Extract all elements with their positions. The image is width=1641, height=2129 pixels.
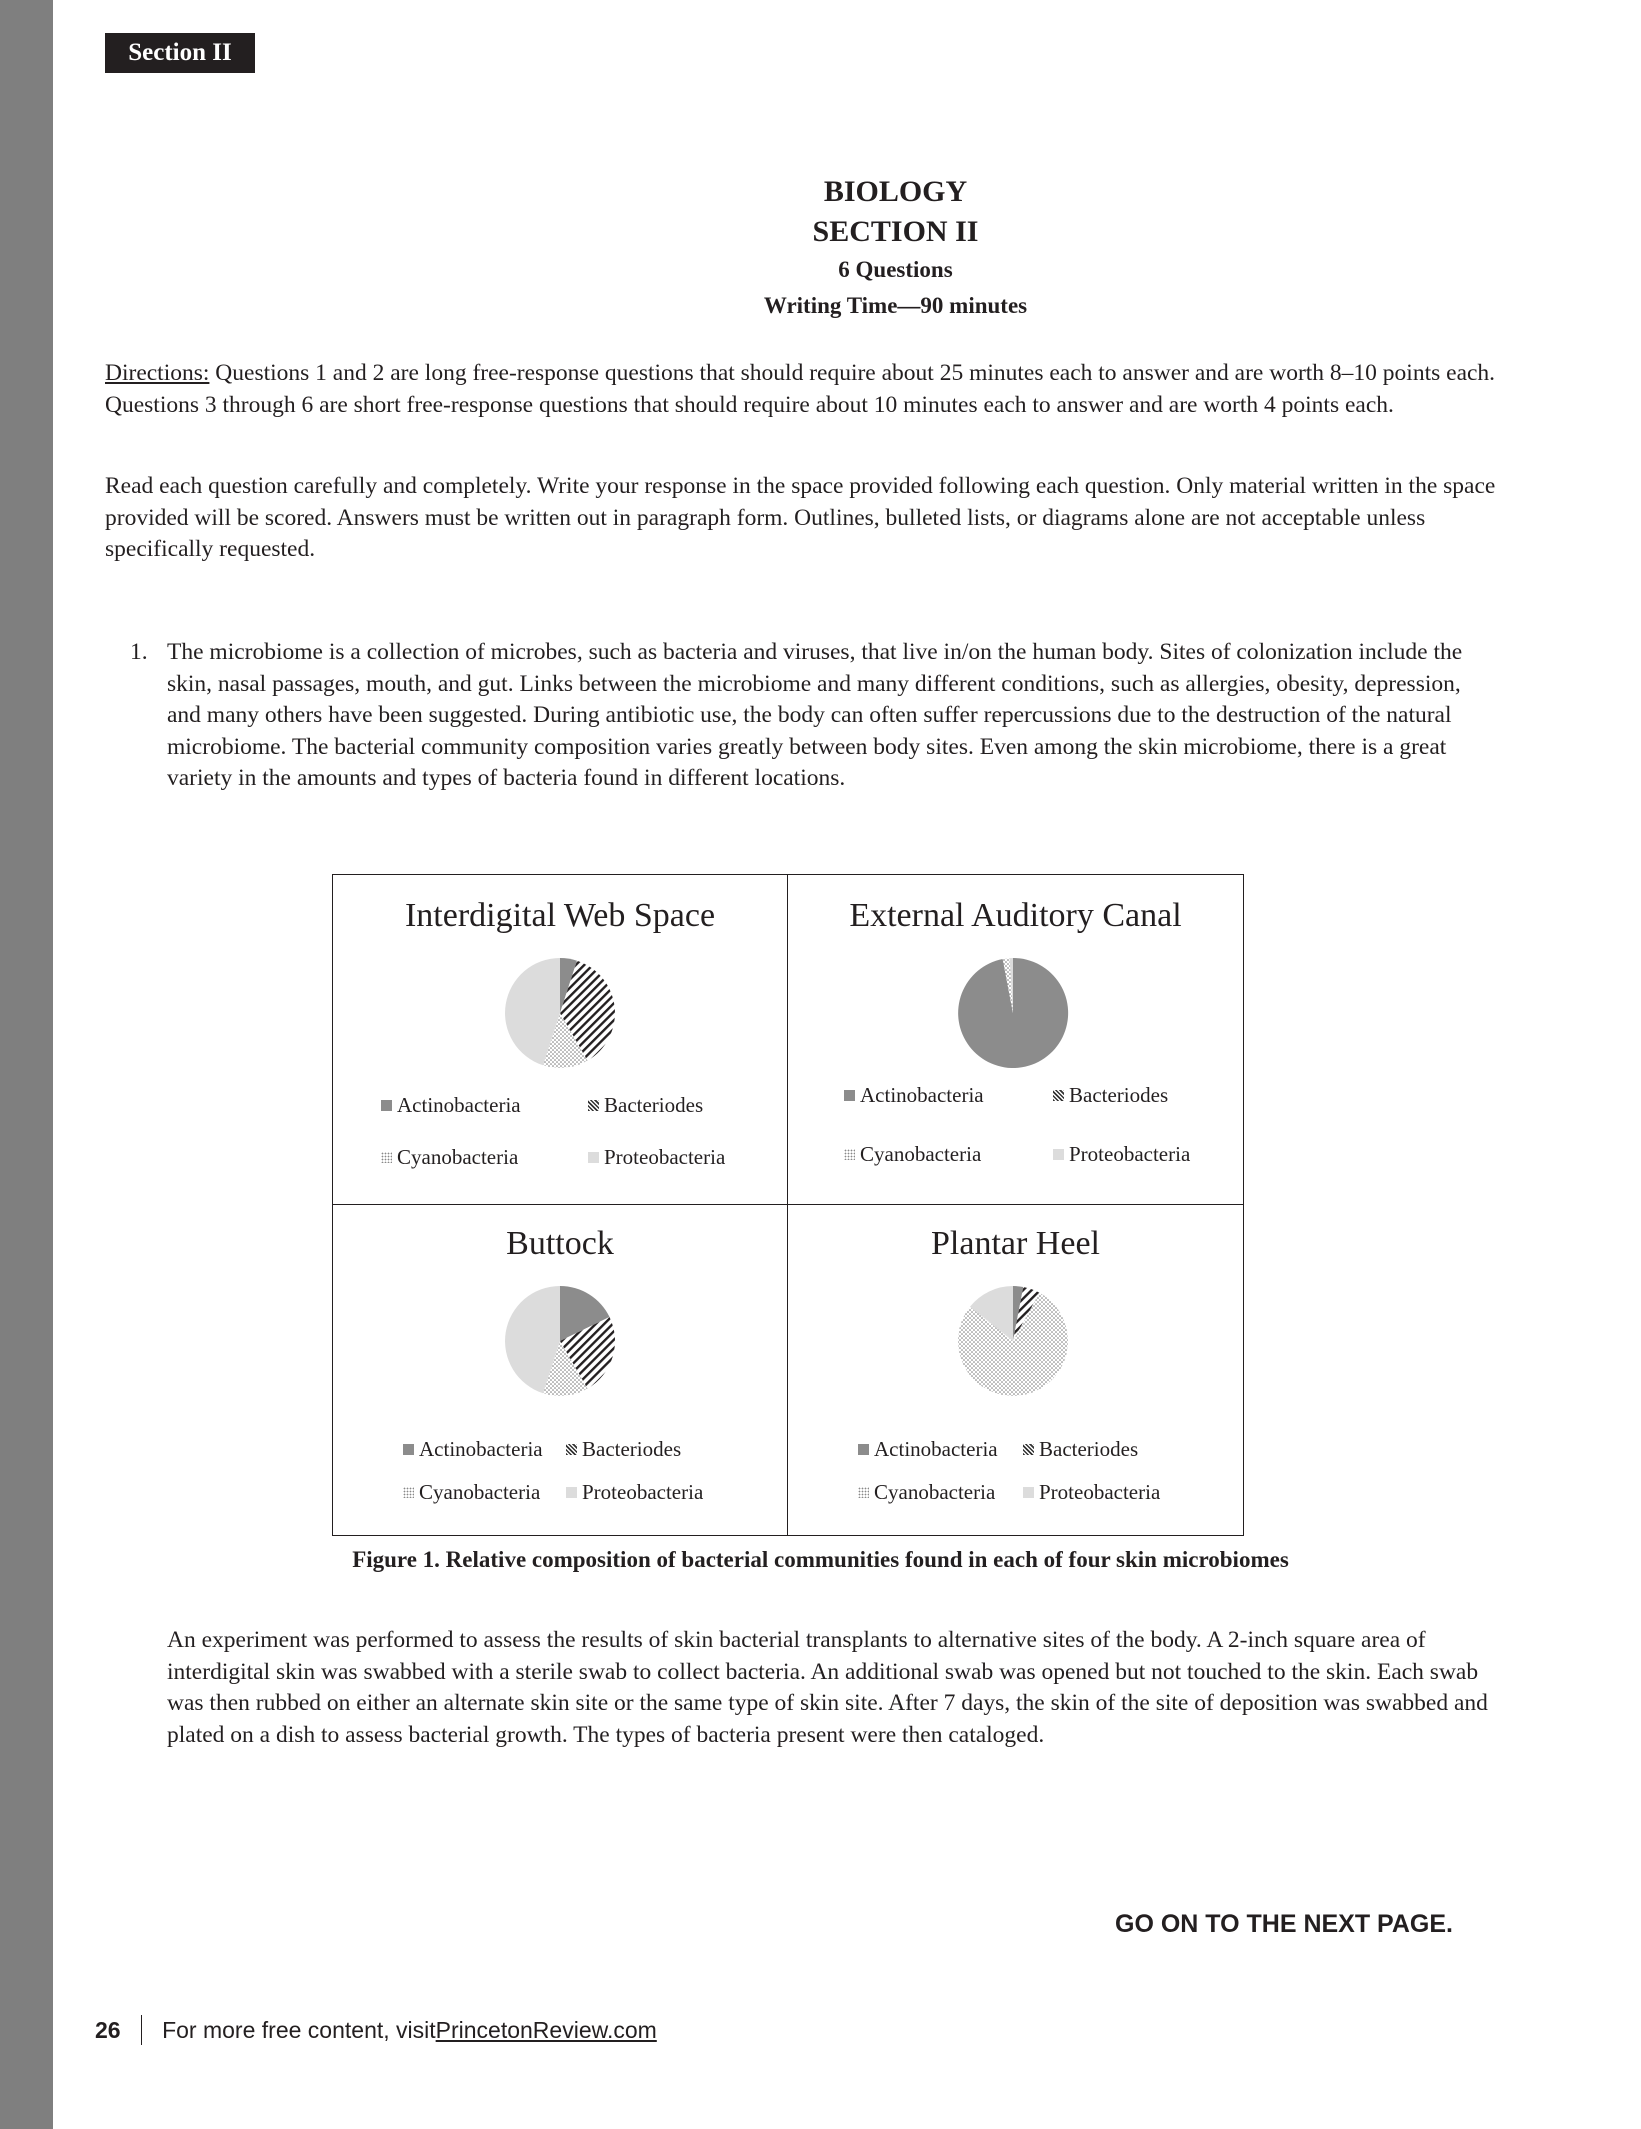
actinobacteria-swatch-icon <box>381 1100 392 1111</box>
directions-paragraph <box>105 358 1505 421</box>
directions-text: Questions 1 and 2 are long free-response questions that should require about 25 minutes each to answer and are worth 8–10 points each. Questions 3 through 6 are short free-response questions that should require about 10 minutes each to answer and are worth 4 points each. <box>105 360 1496 418</box>
legend-bacteriodes: Bacteriodes <box>566 1437 681 1462</box>
question-text: The microbiome is a collection of microbes, such as bacteria and viruses, that live in/on the human body. Sites of colonization include the skin, nasal passages, mouth, and gut. Links between the microbiome and many different conditions, such as allergies, obesity, depression, and many others have been suggested. During antibiotic use, the body can often suffer repercussions due to the destruction of the natural microbiome. The bacterial community composition varies greatly between body sites. Even among the skin microbiome, there is a great variety in the amounts and types of bacteria found in different locations. <box>167 639 1463 791</box>
chart-buttock <box>333 1205 788 1535</box>
directions-label: Directions: <box>105 360 210 386</box>
chart-title: External Auditory Canal <box>849 897 1182 934</box>
footer-divider <box>141 2015 143 2045</box>
proteobacteria-swatch-icon <box>566 1487 577 1498</box>
actinobacteria-swatch-icon <box>403 1444 414 1455</box>
figure-caption: Figure 1. Relative composition of bacterial communities found in each of four skin microbiomes <box>352 1547 1289 1572</box>
section-header <box>0 172 1641 324</box>
pie-chart <box>504 1285 616 1397</box>
princeton-review-link[interactable]: PrincetonReview.com <box>435 2016 657 2043</box>
writing-time: Writing Time—90 minutes <box>763 293 1028 318</box>
legend-actinobacteria: Actinobacteria <box>844 1083 984 1108</box>
legend-cyanobacteria: Cyanobacteria <box>858 1480 995 1505</box>
legend-bacteriodes: Bacteriodes <box>1023 1437 1138 1462</box>
actinobacteria-swatch-icon <box>844 1090 855 1101</box>
cyanobacteria-swatch-icon <box>858 1487 869 1498</box>
legend-actinobacteria: Actinobacteria <box>381 1093 521 1118</box>
subject-title: BIOLOGY <box>823 175 968 208</box>
question-1 <box>130 637 1490 795</box>
legend-proteobacteria: Proteobacteria <box>1023 1480 1160 1505</box>
legend-proteobacteria: Proteobacteria <box>566 1480 703 1505</box>
chart-external-auditory-canal <box>788 875 1243 1205</box>
legend-cyanobacteria: Cyanobacteria <box>844 1142 981 1167</box>
legend-proteobacteria: Proteobacteria <box>1053 1142 1190 1167</box>
legend-cyanobacteria: Cyanobacteria <box>381 1145 518 1170</box>
section-title: SECTION II <box>812 215 979 248</box>
go-on-next-page: GO ON TO THE NEXT PAGE. <box>1115 1910 1454 1938</box>
question-count: 6 Questions <box>838 257 953 282</box>
experiment-paragraph: An experiment was performed to assess the results of skin bacterial transplants to alternative sites of the body. A 2-inch square area of interdigital skin was swabbed with a sterile swab to collect bacteria. An additional swab was opened but not touched to the skin. Each swab was then rubbed on either an alternate skin site or the same type of skin site. After 7 days, the skin of the site of deposition was swabbed and plated on a dish to assess bacterial growth. The types of bacteria present were then cataloged. <box>167 1627 1488 1748</box>
proteobacteria-swatch-icon <box>1053 1149 1064 1160</box>
bacteriodes-swatch-icon <box>1023 1444 1034 1455</box>
section-tab: Section II <box>105 33 255 73</box>
page-number: 26 <box>95 2016 121 2043</box>
proteobacteria-swatch-icon <box>588 1152 599 1163</box>
bacteriodes-swatch-icon <box>566 1444 577 1455</box>
legend-bacteriodes: Bacteriodes <box>588 1093 703 1118</box>
cyanobacteria-swatch-icon <box>381 1152 392 1163</box>
legend-bacteriodes: Bacteriodes <box>1053 1083 1168 1108</box>
chart-plantar-heel <box>788 1205 1243 1535</box>
legend-actinobacteria: Actinobacteria <box>858 1437 998 1462</box>
actinobacteria-swatch-icon <box>858 1444 869 1455</box>
bacteriodes-swatch-icon <box>588 1100 599 1111</box>
proteobacteria-swatch-icon <box>1023 1487 1034 1498</box>
figure-1-grid <box>332 874 1244 1536</box>
chart-interdigital <box>333 875 788 1205</box>
instructions-paragraph: Read each question carefully and completely. Write your response in the space provided following each question. Only material written in the space provided will be scored. Answers must be written out in paragraph form. Outlines, bulleted lists, or diagrams alone are not acceptable unless specifically requested. <box>105 473 1496 562</box>
question-number: 1. <box>130 639 148 665</box>
footer-text: For more free content, visit <box>162 2016 436 2043</box>
legend-cyanobacteria: Cyanobacteria <box>403 1480 540 1505</box>
page-footer <box>95 2015 657 2045</box>
chart-title: Plantar Heel <box>931 1225 1100 1262</box>
pie-chart <box>957 957 1069 1069</box>
chart-title: Buttock <box>506 1225 614 1262</box>
legend-proteobacteria: Proteobacteria <box>588 1145 725 1170</box>
cyanobacteria-swatch-icon <box>403 1487 414 1498</box>
pie-chart <box>957 1285 1069 1397</box>
legend-actinobacteria: Actinobacteria <box>403 1437 543 1462</box>
pie-chart <box>504 957 616 1069</box>
chart-title: Interdigital Web Space <box>404 897 716 934</box>
bacteriodes-swatch-icon <box>1053 1090 1064 1101</box>
cyanobacteria-swatch-icon <box>844 1149 855 1160</box>
